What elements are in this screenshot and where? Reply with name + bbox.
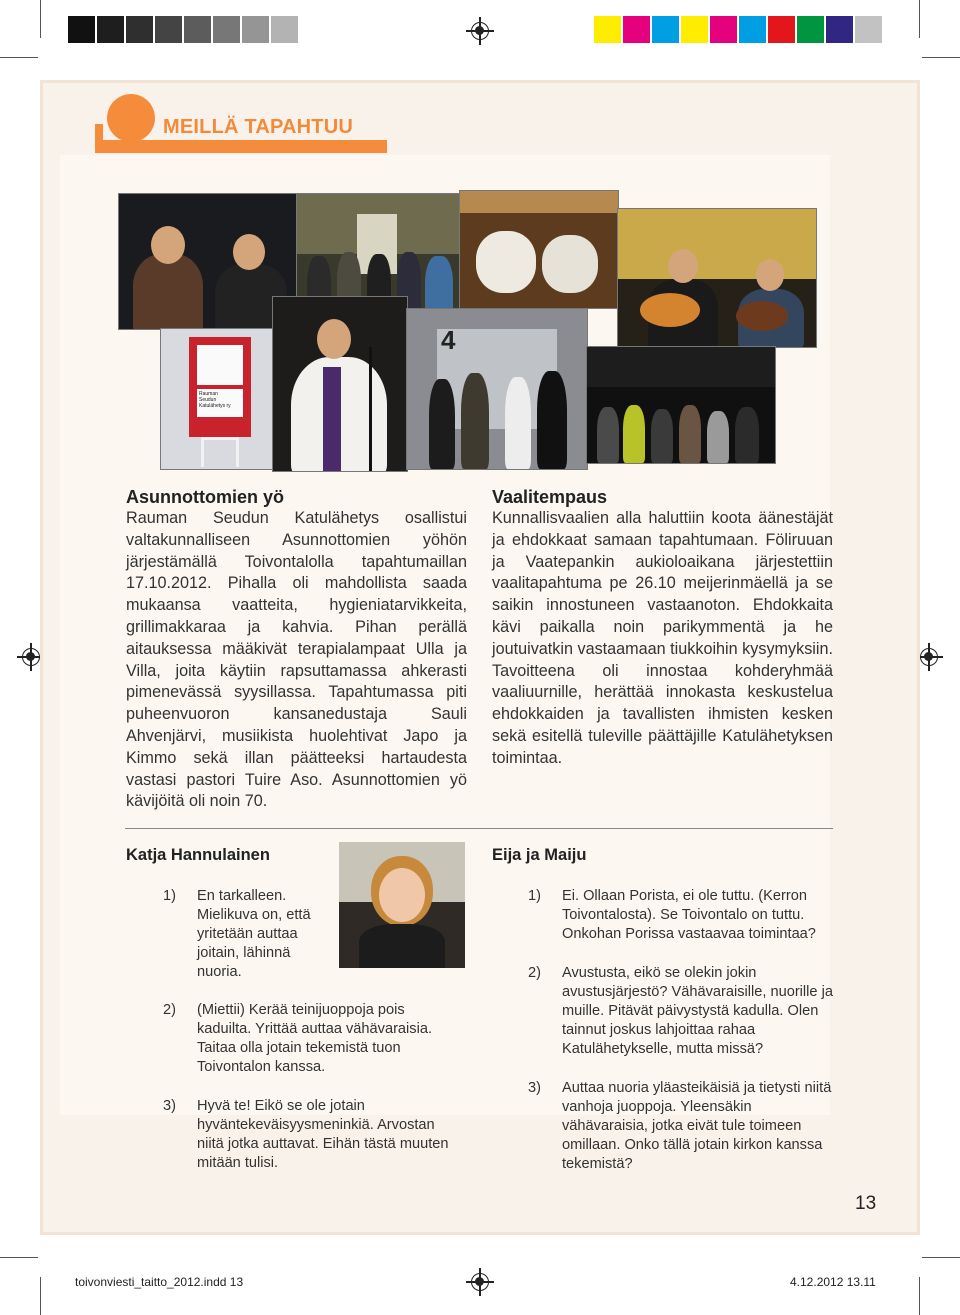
gray-swatch (184, 16, 211, 43)
answer-text: Avustusta, eikö se olekin jokin avustusjärjestö? Vähävaraisille, nuorille ja muille. Pitävät päivystystä kadulla. Olen tainnut joskus lahjoittaa rahaa Katulähetykselle, mutta missä? (562, 965, 833, 1057)
answer-item (163, 1097, 463, 1173)
portrait-shirt (359, 924, 445, 968)
answers-right (528, 887, 833, 1194)
crop-mark (922, 1257, 960, 1258)
answer-text: Hyvä te! Eikö se ole jotain hyväntekeväisyysmeninkiä. Arvostan niitä jotka auttavat. Eihän tästä muuten mitään tulisi. (197, 1098, 449, 1171)
registration-mark-icon (920, 648, 938, 666)
crop-mark (919, 0, 920, 38)
sign-stand (201, 437, 239, 467)
header-circle-icon (107, 94, 155, 142)
crowd-figure (735, 407, 759, 463)
gray-swatch (271, 16, 298, 43)
color-swatch (739, 16, 766, 43)
slug-date: 4.12.2012 13.11 (790, 1275, 876, 1289)
microphone-stand (369, 347, 372, 471)
color-swatch (826, 16, 853, 43)
photo-guitar-players (617, 208, 817, 348)
answer-text: Ei. Ollaan Porista, ei ole tuttu. (Kerron Toivontalosta). Se Toivontalo on tuttu. Onkohan Porissa vastaavaa toimintaa? (562, 888, 816, 942)
gray-swatch (97, 16, 124, 43)
interviewee-left-name: Katja Hannulainen (126, 846, 270, 864)
answer-number: 1) (528, 888, 541, 904)
answer-text: Auttaa nuoria yläasteikäisiä ja tietysti niitä vanhoja juoppoja. Yleensäkin vähävaraisia, jotka eivät tule toimeen omillaan. Onko tällä jotain kirkon kanssa tekemistä? (562, 1080, 832, 1172)
photo-garage-group (406, 308, 588, 470)
person-figure (505, 377, 531, 469)
person-head (151, 226, 185, 264)
yellow-wall (618, 209, 816, 279)
gray-swatch (68, 16, 95, 43)
crowd-figure (623, 405, 645, 463)
sign-label (197, 389, 243, 417)
registration-mark-icon (22, 648, 40, 666)
article-left-body: Rauman Seudun Katulähetys osallistui valtakunnalliseen Asunnottomien yöhön järjestämällä Toivontalolla tapahtumaillan 17.10.2012. Pihalla oli mahdollista saada mukaansa vaatteita, hygieniatarvikkeita, grillimakkaraa ja kahvia. Pihan perällä aitauksessa määkivät terapialampaat Ulla ja Villa, joita käytiin rapsuttamassa ahkerasti pimenevässä syysillassa. Tapahtumassa piti puheenvuoron kansanedustaja Sauli Ahvenjärvi, musiikista huolehtivat Japo ja Kimmo sekä illan päätteeksi hartaudesta vastasi pastori Tuire Aso. Asunnottomien yö kävijöitä oli noin 70. (126, 509, 467, 811)
crop-mark (919, 1277, 920, 1315)
gray-swatch (242, 16, 269, 43)
crop-mark (40, 1277, 41, 1315)
crop-mark (0, 1257, 38, 1258)
guitar-icon (640, 293, 700, 327)
person-head (668, 249, 698, 283)
registration-mark-icon (471, 22, 489, 40)
crop-mark (0, 57, 38, 58)
gray-swatch (155, 16, 182, 43)
person-figure (133, 254, 203, 330)
sign-board (189, 337, 251, 437)
crowd-figure (597, 407, 619, 463)
sign-text: Rauman (199, 391, 218, 397)
sign-paper (197, 345, 243, 385)
crowd-figure (679, 405, 701, 463)
photo-katja-portrait (339, 842, 465, 968)
person-head (317, 319, 351, 359)
color-bar (594, 16, 882, 43)
answer-text: (Miettii) Kerää teinijuoppoja pois kaduilta. Yrittää auttaa vähävaraisia. Taitaa olla jotain tekemistä tuon Toivontalon kanssa. (197, 1002, 432, 1075)
photo-sheep (459, 190, 619, 309)
gray-step-bar (68, 16, 298, 43)
stole (323, 367, 341, 471)
answer-number: 2) (163, 1002, 176, 1018)
answer-number: 2) (528, 965, 541, 981)
crop-mark (40, 0, 41, 38)
sign-text: Katulähetys ry (199, 403, 231, 409)
garage-number: 4 (441, 325, 456, 355)
answer-item (163, 1001, 463, 1077)
article-left (126, 486, 467, 813)
person-head (756, 259, 784, 291)
person-head (233, 234, 265, 270)
answer-item (528, 1079, 833, 1174)
interviewee-right-name: Eija ja Maiju (492, 846, 587, 864)
color-swatch (710, 16, 737, 43)
tent-canopy (587, 347, 775, 387)
crowd-figure (651, 409, 673, 463)
gray-swatch (126, 16, 153, 43)
answer-number: 1) (163, 888, 176, 904)
sheep-head (542, 235, 598, 293)
answer-number: 3) (528, 1080, 541, 1096)
article-right (492, 486, 833, 770)
color-swatch (768, 16, 795, 43)
answers-left-2 (163, 1001, 463, 1193)
photo-pastor (272, 296, 408, 472)
photo-two-men (118, 193, 298, 330)
portrait-face (379, 868, 425, 922)
registration-mark-icon (471, 1273, 489, 1291)
crowd-figure (707, 411, 729, 463)
photo-sign (160, 328, 274, 470)
person-figure (429, 379, 455, 469)
fence-post (460, 191, 618, 213)
color-swatch (797, 16, 824, 43)
sign-text: Seudun (199, 397, 217, 403)
guitar-icon (736, 301, 788, 331)
slug-file: toivonviesti_taitto_2012.indd 13 (75, 1275, 244, 1289)
color-swatch (623, 16, 650, 43)
gray-swatch (213, 16, 240, 43)
answer-number: 3) (163, 1098, 176, 1114)
section-header (95, 94, 395, 164)
header-bar (95, 140, 387, 153)
color-swatch (652, 16, 679, 43)
person-figure (461, 373, 489, 469)
answer-item (163, 887, 313, 982)
person-figure (537, 371, 567, 469)
section-title: MEILLÄ TAPAHTUU (163, 116, 354, 138)
answer-item (528, 887, 833, 944)
article-left-heading: Asunnottomien yö (126, 487, 284, 507)
answer-text: En tarkalleen. Mielikuva on, että yritetään auttaa joitain, lähinnä nuoria. (197, 888, 311, 980)
color-swatch (681, 16, 708, 43)
photo-evening-crowd (586, 346, 776, 464)
article-right-heading: Vaalitempaus (492, 487, 608, 507)
answers-left (163, 887, 313, 1002)
answer-item (528, 964, 833, 1059)
crop-mark (922, 57, 960, 58)
section-divider (125, 828, 833, 829)
color-swatch (855, 16, 882, 43)
article-right-body: Kunnallisvaalien alla haluttiin koota äänestäjät ja ehdokkaat samaan tapahtumaan. Föliruuan ja Vaatepankin aukioloaikana järjestettiin vaalitapahtuma pe 26.10 meijerinmäellä ja se saikin innostuneen vastaanoton. Ehdokkaita kävi paikalla noin parikymmentä ja he joutuivatkin vastaamaan tiukkoihin kysymyksiin. Tavoitteena oli innostaa kohderyhmää vaaliuurnille, herättää innokasta keskustelua ehdokkaiden ja tavallisten ihmisten kesken sekä esitellä tuleville päättäjille Katulähetyksen toimintaa. (492, 509, 833, 767)
color-swatch (594, 16, 621, 43)
sheep-head (476, 231, 536, 293)
page-number: 13 (855, 1193, 877, 1214)
